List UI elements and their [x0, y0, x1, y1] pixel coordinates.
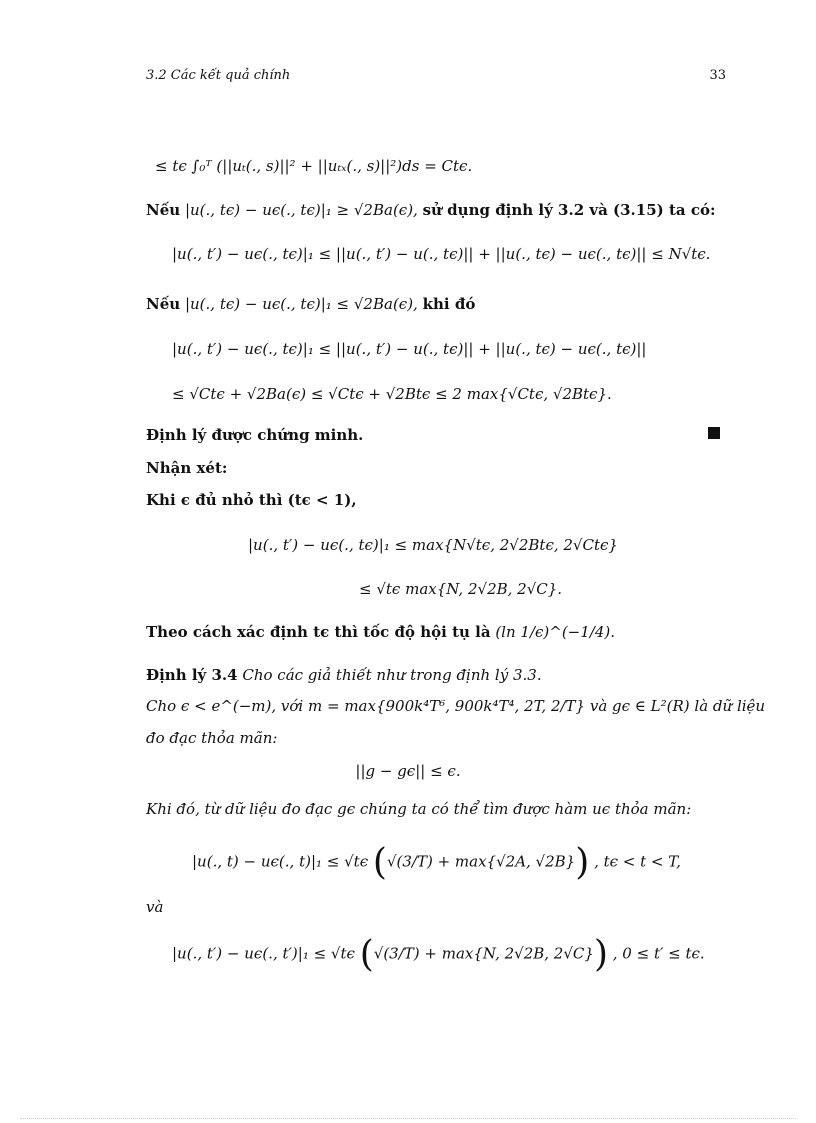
section-title: 3.2 Các kết quả chính: [146, 68, 291, 83]
convergence-rate-formula: (ln 1/ϵ)^(−1/4).: [495, 623, 616, 641]
page-bottom-rule: [20, 1118, 796, 1119]
estimate-one-condition: , tϵ < t < T,: [594, 852, 681, 871]
left-paren-two: (: [359, 934, 374, 975]
left-paren-one: (: [372, 842, 387, 883]
right-paren-one: ): [575, 842, 590, 883]
theorem-conclusion-line: Khi đó, từ dữ liệu đo đạc gϵ chúng ta có thể tìm được hàm uϵ thỏa mãn:: [146, 800, 692, 818]
qed-square-icon: [708, 427, 720, 439]
case-one-lead: Nếu: [146, 201, 181, 219]
convergence-rate-text: Theo cách xác định tϵ thì tốc độ hội tụ là: [146, 623, 491, 641]
equation-remark-a: |u(., t′) − uϵ(., tϵ)|₁ ≤ max{N√tϵ, 2√2Btϵ, 2√Ctϵ}: [248, 536, 618, 554]
case-two-condition: |u(., tϵ) − uϵ(., tϵ)|₁ ≤ √2Ba(ϵ),: [184, 295, 418, 313]
estimate-two-inner: √(3/T) + max{N, 2√2B, 2√C}: [373, 944, 594, 963]
theorem-hypothesis-cont: đo đạc thỏa mãn:: [146, 729, 278, 747]
conjunction-and: và: [146, 898, 164, 916]
case-two-tail: khi đó: [422, 295, 476, 313]
case-one-paragraph: [146, 201, 716, 219]
theorem-hypothesis-line: Cho ϵ < e^(−m), với m = max{900k⁴T⁶, 900k⁴T⁴, 2T, 2/T} và gϵ ∈ L²(R) là dữ liệu: [146, 697, 766, 715]
case-two-paragraph: [146, 295, 475, 313]
estimate-one-inner: √(3/T) + max{√2A, √2B}: [386, 852, 576, 871]
estimate-one-lhs: |u(., t) − uϵ(., t)|₁ ≤ √tϵ: [192, 852, 369, 871]
case-one-tail: sử dụng định lý 3.2 và (3.15) ta có:: [422, 201, 716, 219]
estimate-equation-one: [192, 842, 681, 883]
equation-case-one: |u(., t′) − uϵ(., tϵ)|₁ ≤ ||u(., t′) − u(., tϵ)|| + ||u(., tϵ) − uϵ(., tϵ)|| ≤ N√tϵ.: [172, 245, 711, 263]
theorem-heading-line: [146, 666, 542, 684]
estimate-equation-two: [172, 934, 705, 975]
running-header: [146, 68, 726, 88]
case-two-lead: Nếu: [146, 295, 181, 313]
equation-remark-b: ≤ √tϵ max{N, 2√2B, 2√C}.: [359, 580, 563, 598]
equation-case-two-b: ≤ √Ctϵ + √2Ba(ϵ) ≤ √Ctϵ + √2Btϵ ≤ 2 max{√Ctϵ, √2Btϵ}.: [172, 385, 612, 403]
remark-heading: Nhận xét:: [146, 459, 228, 477]
page-number: 33: [709, 68, 726, 83]
proof-complete-text: Định lý được chứng minh.: [146, 426, 364, 444]
measurement-error-equation: ||g − gϵ|| ≤ ϵ.: [355, 762, 461, 780]
theorem-intro: Cho các giả thiết như trong định lý 3.3.: [242, 666, 542, 684]
estimate-two-lhs: |u(., t′) − uϵ(., t′)|₁ ≤ √tϵ: [172, 944, 355, 963]
convergence-rate-paragraph: [146, 623, 615, 641]
theorem-label: Định lý 3.4: [146, 666, 238, 684]
estimate-two-condition: , 0 ≤ t′ ≤ tϵ.: [612, 944, 705, 963]
case-one-condition: |u(., tϵ) − uϵ(., tϵ)|₁ ≥ √2Ba(ϵ),: [184, 201, 418, 219]
equation-case-two-a: |u(., t′) − uϵ(., tϵ)|₁ ≤ ||u(., t′) − u(., tϵ)|| + ||u(., tϵ) − uϵ(., tϵ)||: [172, 340, 647, 358]
right-paren-two: ): [593, 934, 608, 975]
remark-condition-text: Khi ϵ đủ nhỏ thì (tϵ < 1),: [146, 491, 357, 509]
integral-bound-line: ≤ tϵ ∫₀ᵀ (||uₜ(., s)||² + ||uₜₓ(., s)||²)ds = Ctϵ.: [155, 157, 473, 175]
